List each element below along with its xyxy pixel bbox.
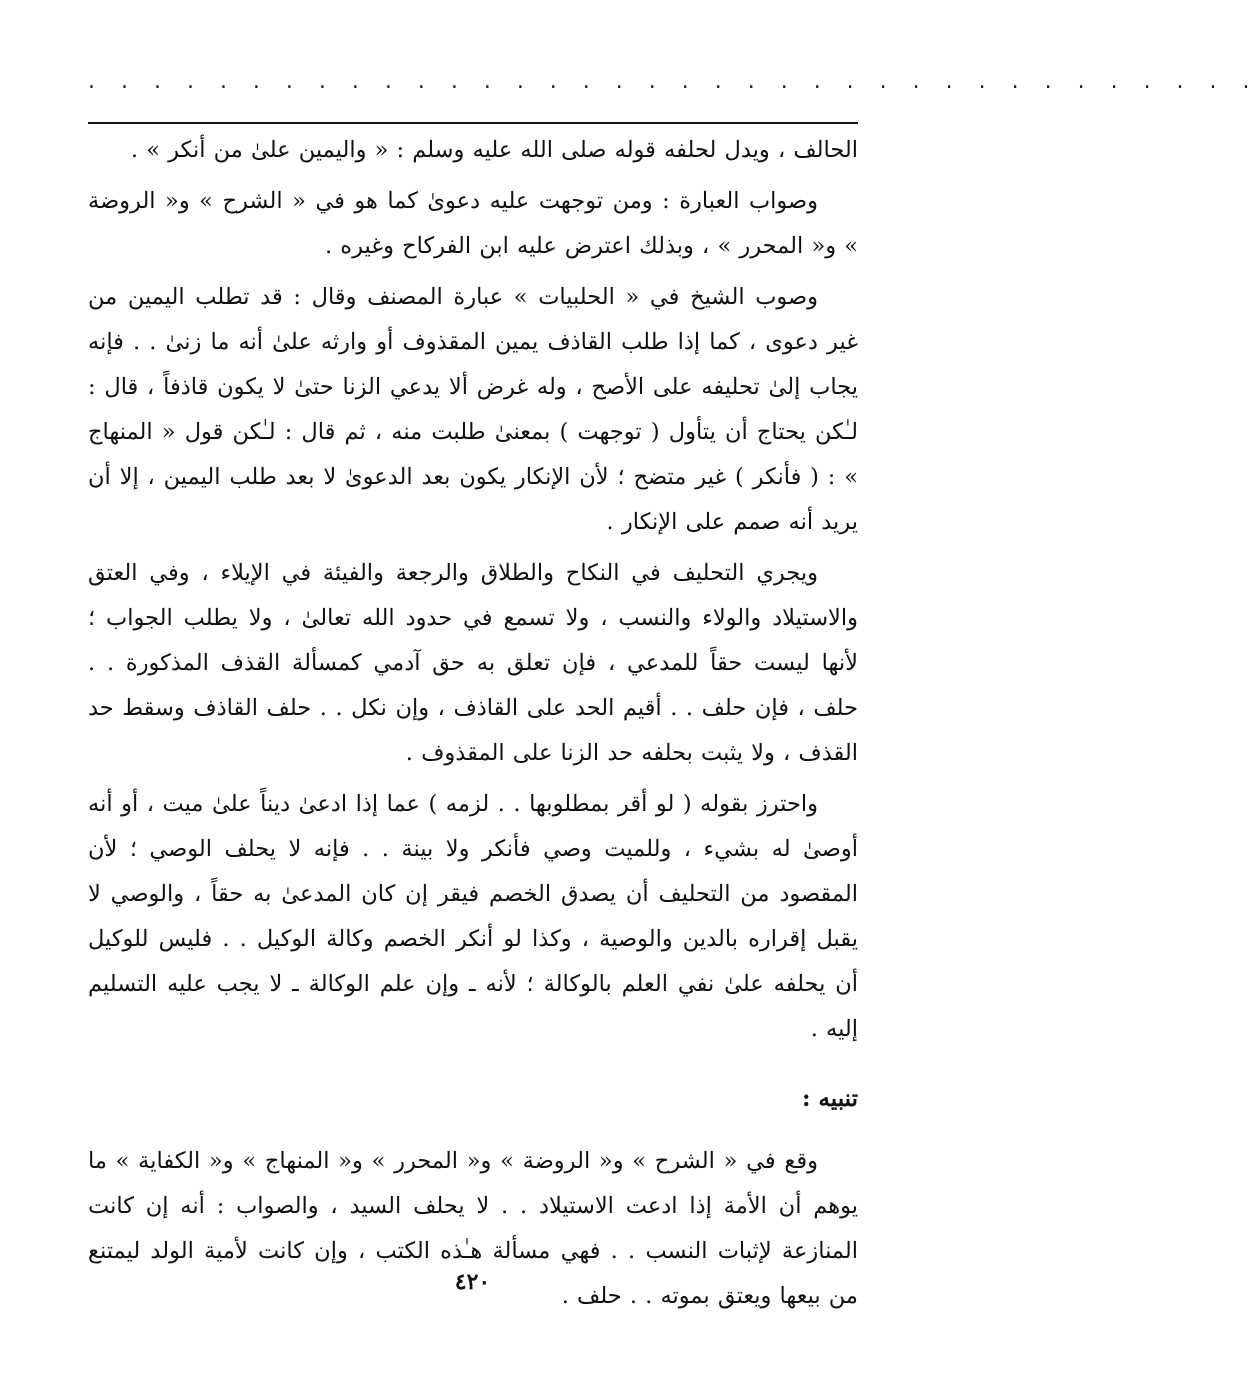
paragraph-4: ويجري التحليف في النكاح والطلاق والرجعة والفيئة في الإيلاء ، وفي العتق والاستيلاد والولاء والنسب ، ولا تسمع في حدود الله تعالىٰ ، ولا يطلب الجواب ؛ لأنها ليست حقاً للمدعي ، فإن تعلق به حق آدمي كمسألة القذف المذكورة . . حلف ، فإن حلف . . أقيم الحد على القاذف ، وإن نكل . . حلف القاذف وسقط حد القذف ، ولا يثبت بحلفه حد الزنا على المقذوف . [88,560,858,766]
paragraph-1: الحالف ، ويدل لحلفه قوله صلى الله عليه وسلم : « واليمين علىٰ من أنكر » . [130,137,858,163]
header-rule [88,122,858,124]
notice-heading: تنبيه : [801,1085,858,1112]
main-text [88,128,858,1319]
page-number: ٤٢٠ [454,1269,491,1295]
paragraph-5: واحترز بقوله ( لو أقر بمطلوبها . . لزمه ) عما إذا ادعىٰ ديناً علىٰ ميت ، أو أنه أوصىٰ له بشيء ، وللميت وصي فأنكر ولا بينة . . فإنه لا يحلف الوصي ؛ لأن المقصود من التحليف أن يصدق الخصم فيقر إن كان المدعىٰ به حقاً ، والوصي لا يقبل إقراره بالدين والوصية ، وكذا لو أنكر الخصم وكالة الوكيل . . فليس للوكيل أن يحلفه علىٰ نفي العلم بالوكالة ؛ لأنه ـ وإن علم الوكالة ـ لا يجب عليه التسليم إليه . [88,791,858,1042]
paragraph-2: وصواب العبارة : ومن توجهت عليه دعوىٰ كما هو في « الشرح » و« الروضة » و« المحرر » ، وبذلك اعترض عليه ابن الفركاح وغيره . [88,188,858,259]
header-dotted-line: . . . . . . . . . . . . . . . . . . . . . . . . . . . . . . . . . . . . [88,69,1259,94]
notice-paragraph: وقع في « الشرح » و« الروضة » و« المحرر » و« المنهاج » و« الكفاية » ما يوهم أن الأمة إذا ادعت الاستيلاد . . لا يحلف السيد ، والصواب : أنه إن كانت المنازعة لإثبات النسب . . فهي مسألة هـٰذه الكتب ، وإن كانت لأمية الولد ليمتنع من بيعها ويعتق بموته . . حلف . [88,1148,858,1309]
paragraph-3: وصوب الشيخ في « الحلبيات » عبارة المصنف وقال : قد تطلب اليمين من غير دعوى ، كما إذا طلب القاذف يمين المقذوف أو وارثه علىٰ أنه ما زنىٰ . . فإنه يجاب إلىٰ تحليفه على الأصح ، وله غرض ألا يدعي الزنا حتىٰ لا يكون قاذفاً ، قال : لـٰكن يحتاج أن يتأول ( توجهت ) بمعنىٰ طلبت منه ، ثم قال : لـٰكن قول « المنهاج » : ( فأنكر ) غير متضح ؛ لأن الإنكار يكون بعد الدعوىٰ لا بعد طلب اليمين ، إلا أن يريد أنه صمم على الإنكار . [88,284,858,535]
